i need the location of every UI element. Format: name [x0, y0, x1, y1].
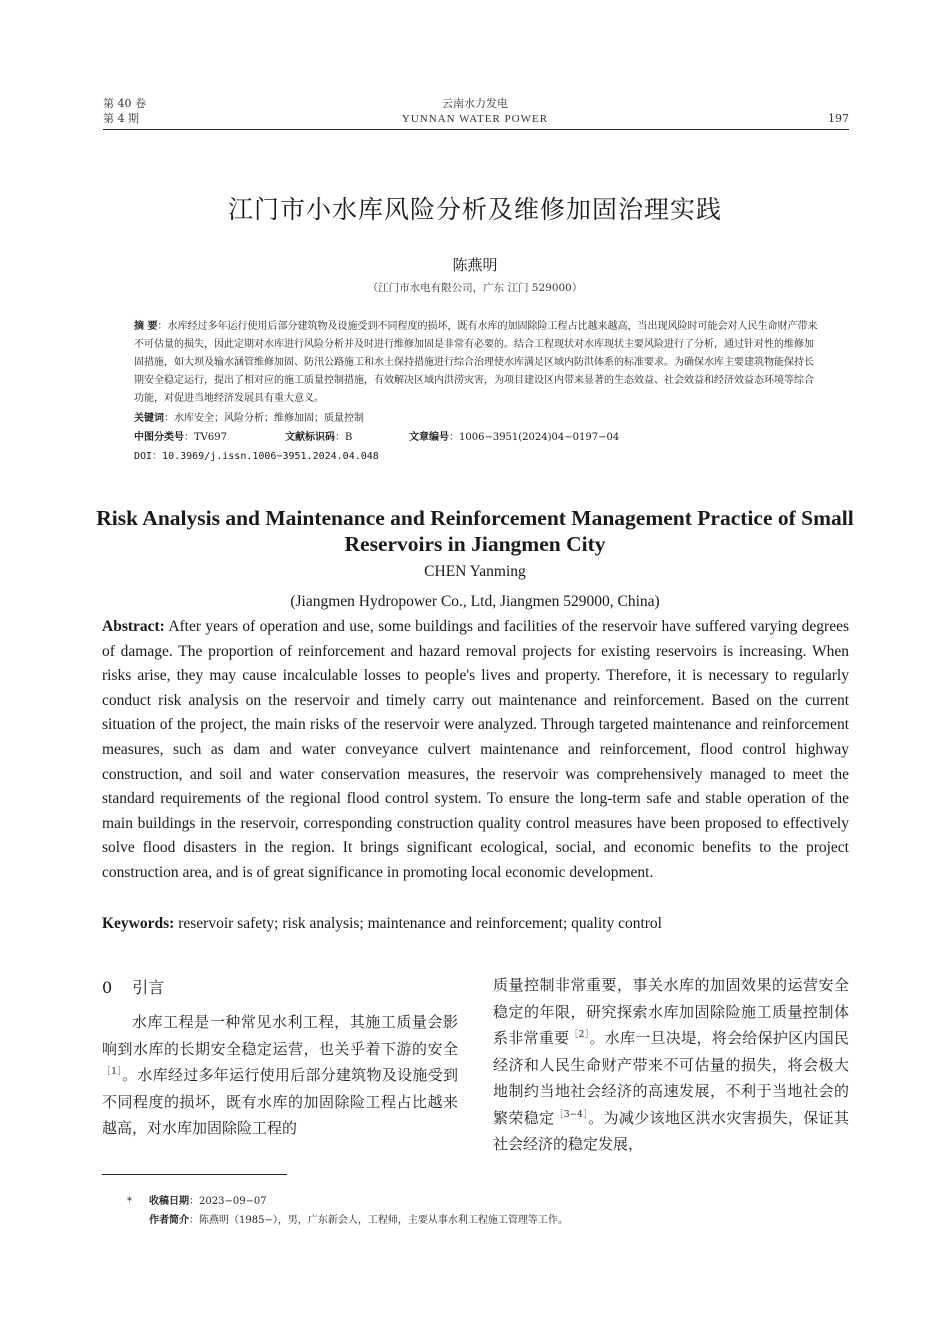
doi: DOI：10.3969/j.issn.1006−3951.2024.04.048 [134, 451, 379, 462]
affiliation-cn: （江门市水电有限公司，广东 江门 529000） [367, 282, 583, 294]
abstract-en-text: After years of operation and use, some buildings and facilities of the reservoir have suffered varying degrees of damage. The proportion of reinforcement and hazard removal projects for existing reservoirs is increasing. When risks arise, they may cause incalculable losses to people's lives and property. Therefore, it is necessary to regularly conduct risk analysis on the reservoir and timely carry out maintenance and reinforcement. Based on the current situation of the project, the main risks of the reservoir were analyzed. Through targeted maintenance and reinforcement measures, such as dam and water conveyance culvert maintenance and reinforcement, flood control highway construction, and soil and water conservation measures, the reservoir was comprehensively managed to meet the standard requirements of the regional flood control system. To ensure the long-term safe and stable operation of the main buildings in the reservoir, corresponding construction quality control measures have been proposed to effectively solve flood disasters in the region. It brings significant ecological, social, and economic benefits to the project construction area, and is of great significance in promoting local economic development. [102, 618, 849, 881]
article-no-value: ：1006−3951(2024)04−0197−04 [449, 432, 620, 443]
keywords-en-text: reservoir safety; risk analysis; maintenance and reinforcement; quality control [174, 915, 662, 932]
clc-value: ：TV697 [184, 432, 227, 443]
abstract-cn-text: ：水库经过多年运行使用后部分建筑物及设施受到不同程度的损坏，既有水库的加固除险工程占比越来越高，当出现风险时可能会对人民生命财产带来不可估量的损失，因此定期对水库进行风险分析并及时进行维修加固是非常有必要的。结合工程现状对水库现状主要风险进行了分析，通过针对性的维修加固措施，如大坝及输水涵管维修加固、防汛公路施工和水土保持措施进行综合治理使水库满足区域内防洪体系的标准要求。为确保水库主要建筑物能保持长期安全稳定运行，提出了相对应的施工质量控制措施，有效解决区域内洪涝灾害，为项目建设区内带来显著的生态效益、社会效益和经济效益态环境等综合功能，对促进当地经济发展具有重大意义。 [134, 321, 818, 404]
body-right-column [493, 972, 849, 1158]
author-bio-label: 作者简介 [149, 1215, 189, 1226]
keywords-cn [134, 410, 818, 428]
received-value: ：2023−09−07 [189, 1196, 267, 1207]
abstract-en-label: Abstract: [102, 618, 165, 635]
journal-name-cn: 云南水力发电 [442, 97, 508, 110]
author-bio-value: ：陈燕明（1985−），男，广东新会人，工程师，主要从事水利工程施工管理等工作。 [189, 1215, 568, 1226]
received-label: 收稿日期 [149, 1196, 189, 1207]
author-cn: 陈燕明 [452, 256, 498, 274]
citation-ref-2: ［2］ [569, 1030, 590, 1040]
clc-field [134, 429, 227, 447]
footnote-marker: * [127, 1196, 132, 1207]
footnote-author [149, 1213, 849, 1229]
body-right-text-3: 。为减少该地区洪水灾害损失，保证其社会经济的稳定发展， [493, 1108, 849, 1153]
affiliation-en: (Jiangmen Hydropower Co., Ltd, Jiangmen 529000, China) [290, 593, 660, 610]
header-rule [103, 129, 849, 130]
abstract-cn-label: 摘 要 [134, 321, 158, 332]
author-en: CHEN Yanming [424, 563, 526, 580]
doc-code-value: ：B [335, 432, 353, 443]
title-en: Risk Analysis and Maintenance and Reinforcement Management Practice of Small Reservoirs in Jiangmen City [96, 506, 854, 556]
journal-name-en: YUNNAN WATER POWER [401, 113, 549, 125]
keywords-cn-text: ：水库安全；风险分析；维修加固；质量控制 [164, 413, 364, 424]
clc-label: 中图分类号 [134, 432, 184, 443]
abstract-cn [134, 318, 818, 408]
citation-ref-3: ［3−4］ [554, 1109, 589, 1120]
body-left-text-1: 水库工程是一种常见水利工程，其施工质量会影响到水库的长期安全稳定运营，也关乎着下游的安全 [102, 1013, 458, 1058]
doc-code-field [285, 429, 352, 447]
doc-code-label: 文献标识码 [285, 432, 335, 443]
body-right-text-2: 。水库一旦决堤，将会给保护区内国民经济和人民生命财产带来不可估量的损失，将会极大地制约当地社会经济的高速发展，不利于当地社会的繁荣稳定 [493, 1029, 849, 1127]
page-number: 197 [828, 112, 849, 125]
section-title: 引言 [132, 978, 165, 997]
title-cn: 江门市小水库风险分析及维修加固治理实践 [227, 195, 722, 224]
body-left-text-2: 。水库经过多年运行使用后部分建筑物及设施受到不同程度的损坏，既有水库的加固除险工程占比越来越高，对水库加固除险工程的 [102, 1066, 458, 1137]
issue-label: 第 4 期 [103, 112, 139, 125]
footnote-rule [102, 1174, 287, 1175]
section-heading [102, 975, 164, 998]
article-no-label: 文章编号 [409, 432, 449, 443]
section-number: 0 [102, 978, 113, 997]
keywords-cn-label: 关键词 [134, 413, 164, 424]
footnote-received [149, 1194, 267, 1210]
article-no-field [409, 429, 619, 447]
citation-ref-1: ［1］ [102, 1067, 123, 1077]
abstract-en [102, 615, 849, 886]
keywords-en [102, 912, 849, 937]
volume-label: 第 40 卷 [103, 97, 146, 110]
body-left-column [102, 1009, 458, 1142]
body-right-text-1: 质量控制非常重要，事关水库的加固效果的运营安全稳定的年限，研究探索水库加固除险施工质量控制体系非常重要 [493, 976, 849, 1047]
keywords-en-label: Keywords: [102, 915, 175, 932]
